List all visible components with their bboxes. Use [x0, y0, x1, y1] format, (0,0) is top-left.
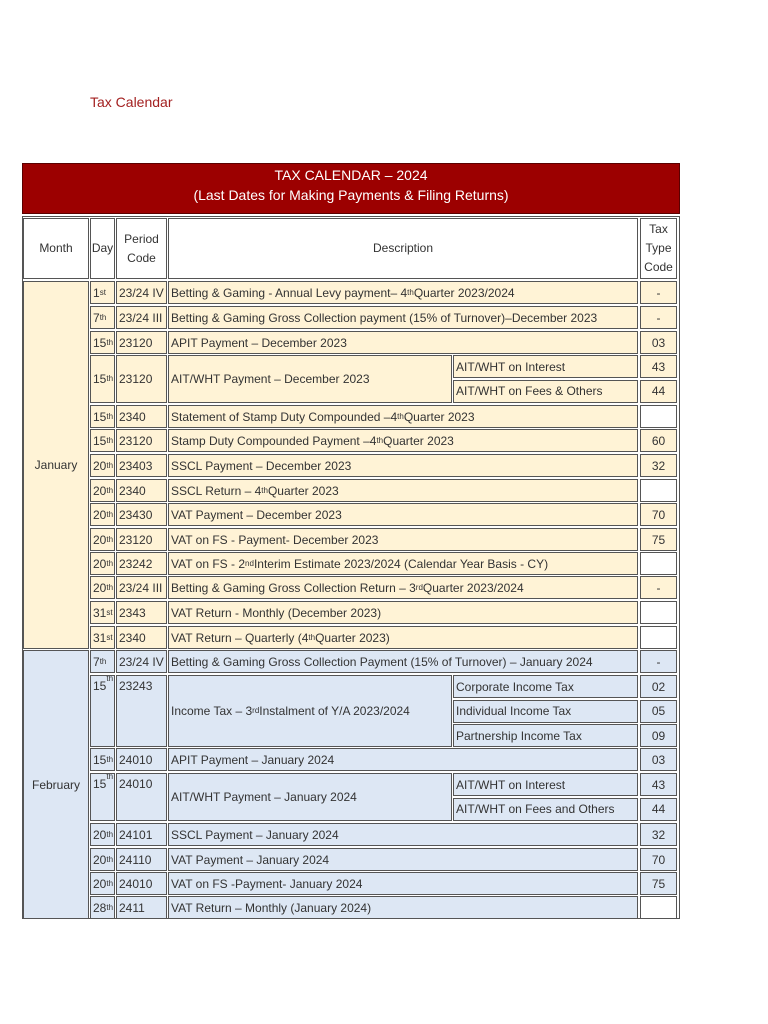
tax-type-code-cell — [640, 823, 677, 846]
cell-text: 20 — [93, 827, 107, 842]
cell-text: 09 — [651, 728, 666, 743]
cell-text: APIT Payment – December 2023 — [171, 335, 347, 350]
period-code-cell — [116, 479, 167, 502]
description-cell — [168, 306, 638, 329]
cell-text: February — [31, 777, 81, 792]
tax-type-code-cell — [640, 798, 677, 821]
cell-text: 28 — [93, 900, 107, 915]
sub-description-cell — [453, 700, 638, 723]
description-cell — [168, 601, 638, 624]
tax-type-code-cell — [640, 528, 677, 551]
period-code-cell — [116, 355, 167, 403]
sub-description-cell — [453, 724, 638, 747]
cell-text: 23/24 IV — [119, 654, 164, 669]
sub-description-cell — [453, 380, 638, 403]
description-cell — [168, 503, 638, 526]
cell-text: Betting & Gaming Gross Collection Payment (15% of Turnover) – January 2024 — [171, 654, 593, 669]
cell-text: 70 — [651, 852, 666, 867]
cell-text: Partnership Income Tax — [456, 728, 582, 743]
tax-type-code-header — [640, 218, 677, 279]
cell-text: 44 — [651, 802, 666, 816]
cell-text: - — [656, 310, 661, 325]
tax-type-code-cell — [640, 848, 677, 871]
period-code-cell — [116, 748, 167, 771]
cell-text: 23403 — [119, 458, 153, 473]
cell-text: 20 — [93, 556, 107, 571]
document-title: Tax Calendar — [90, 94, 173, 110]
cell-text: 23120 — [119, 335, 153, 350]
cell-text: AIT/WHT on Interest — [456, 359, 566, 374]
cell-text: 2340 — [119, 409, 146, 424]
period-code-cell — [116, 454, 167, 477]
tax-type-code-cell — [640, 503, 677, 526]
cell-text: VAT on FS - 2 — [171, 556, 246, 571]
cell-text: 24010 — [119, 876, 153, 891]
cell-text: 23/24 III — [119, 310, 163, 325]
tax-type-code-cell — [640, 479, 677, 502]
cell-text: 44 — [651, 384, 666, 398]
cell-text: 15 — [93, 409, 107, 424]
cell-text: 24010 — [119, 777, 153, 791]
cell-text: Quarter 2023/2024 — [413, 285, 515, 300]
tax-type-code-cell — [640, 576, 677, 599]
tax-type-code-cell — [640, 896, 677, 919]
cell-text: AIT/WHT on Fees & Others — [456, 384, 603, 398]
tax-type-code-cell — [640, 281, 677, 304]
cell-text: 31 — [93, 605, 107, 620]
period-code-cell — [116, 823, 167, 846]
cell-text: 60 — [651, 433, 666, 448]
cell-text: 23120 — [119, 433, 153, 448]
cell-text: SSCL Payment – December 2023 — [171, 458, 352, 473]
cell-text: 1 — [93, 285, 100, 300]
period-code-cell — [116, 848, 167, 871]
cell-text: 32 — [651, 458, 666, 473]
cell-text: 24101 — [119, 827, 153, 842]
banner-subtitle: (Last Dates for Making Payments & Filing Returns) — [193, 187, 509, 203]
sub-description-cell — [453, 675, 638, 698]
day-cell: 7 th — [90, 306, 115, 329]
cell-text: VAT Payment – January 2024 — [171, 852, 330, 867]
cell-text: 23/24 IV — [119, 285, 164, 300]
cell-text: Quarter 2023 — [267, 483, 339, 498]
cell-text: - — [656, 285, 661, 300]
cell-text: AIT/WHT on Interest — [456, 777, 566, 792]
description-cell — [168, 848, 638, 871]
tax-type-code-cell — [640, 429, 677, 452]
cell-text: 23430 — [119, 507, 153, 522]
day-cell: 28 th — [90, 896, 115, 919]
tax-type-code-cell — [640, 675, 677, 698]
day-cell: 7 th — [90, 650, 115, 673]
cell-text: Description — [372, 241, 434, 255]
description-cell: Income Tax – 3 rd Instalment of Y/A 2023/2024 — [168, 675, 452, 747]
description-cell: VAT Return – Quarterly (4 th Quarter 2023) — [168, 626, 638, 649]
tax-type-code-cell — [640, 626, 677, 649]
cell-text: Stamp Duty Compounded Payment –4 — [171, 433, 377, 448]
tax-type-code-cell — [640, 872, 677, 895]
cell-text: 24010 — [119, 752, 153, 767]
tax-type-code-cell — [640, 331, 677, 354]
tax-type-code-cell — [640, 700, 677, 723]
cell-text: 15 — [93, 777, 107, 791]
period-code-cell — [116, 576, 167, 599]
cell-text: 20 — [93, 876, 107, 891]
tax-type-code-cell — [640, 601, 677, 624]
day-cell: 15 th — [90, 773, 115, 821]
cell-text: 23120 — [119, 371, 153, 386]
description-header — [168, 218, 638, 279]
cell-text: Quarter 2023) — [315, 630, 390, 645]
period-code-cell — [116, 405, 167, 428]
cell-text: 15 — [93, 679, 107, 693]
cell-text: 2340 — [119, 483, 146, 498]
cell-text: Income Tax – 3 — [171, 704, 253, 718]
cell-text: 23/24 III — [119, 580, 163, 595]
cell-text: APIT Payment – January 2024 — [171, 752, 335, 767]
description-cell: SSCL Return – 4 th Quarter 2023 — [168, 479, 638, 502]
description-cell — [168, 773, 452, 821]
description-cell — [168, 823, 638, 846]
sub-description-cell — [453, 798, 638, 821]
description-cell — [168, 896, 638, 919]
day-cell: 20 th — [90, 823, 115, 846]
period-code-cell — [116, 503, 167, 526]
cell-text: 20 — [93, 483, 107, 498]
period-code-cell — [116, 650, 167, 673]
cell-text: 70 — [651, 507, 666, 522]
cell-text: 20 — [93, 532, 107, 547]
cell-text: Individual Income Tax — [456, 704, 572, 718]
cell-text: Period Code — [124, 231, 159, 265]
cell-text: Month — [39, 241, 73, 255]
cell-text: Corporate Income Tax — [456, 679, 574, 694]
description-cell: VAT on FS - 2 nd Interim Estimate 2023/2024 (Calendar Year Basis - CY) — [168, 552, 638, 575]
cell-text: VAT on FS - Payment- December 2023 — [171, 532, 379, 547]
cell-text: 02 — [651, 679, 666, 694]
cell-text: - — [656, 654, 661, 669]
day-cell: 15 th — [90, 429, 115, 452]
day-cell: 20 th — [90, 479, 115, 502]
period-code-cell — [116, 872, 167, 895]
cell-text: Tax Type Code — [644, 222, 673, 274]
period-code-cell — [116, 281, 167, 304]
day-cell: 20 th — [90, 528, 115, 551]
description-cell — [168, 872, 638, 895]
cell-text: Betting & Gaming Gross Collection payment (15% of Turnover)–December 2023 — [171, 310, 598, 325]
cell-text: Day — [91, 241, 114, 255]
cell-text: Quarter 2023/2024 — [422, 580, 524, 595]
description-cell: Betting & Gaming Gross Collection Return – 3 rd Quarter 2023/2024 — [168, 576, 638, 599]
tax-type-code-cell — [640, 306, 677, 329]
cell-text: 7 — [93, 654, 100, 669]
day-header — [90, 218, 115, 279]
cell-text: 20 — [93, 852, 107, 867]
description-cell — [168, 650, 638, 673]
cell-text: 23242 — [119, 556, 153, 571]
cell-text: Betting & Gaming Gross Collection Return – 3 — [171, 580, 416, 595]
period-code-cell — [116, 626, 167, 649]
period-code-cell — [116, 429, 167, 452]
day-cell: 20 th — [90, 848, 115, 871]
day-cell: 1 st — [90, 281, 115, 304]
cell-text: 43 — [651, 777, 666, 792]
cell-text: 15 — [93, 433, 107, 448]
cell-text: Interim Estimate 2023/2024 (Calendar Year Basis - CY) — [253, 556, 549, 571]
description-cell: Statement of Stamp Duty Compounded –4 th Quarter 2023 — [168, 405, 638, 428]
description-cell — [168, 331, 638, 354]
description-cell: Stamp Duty Compounded Payment –4 th Quarter 2023 — [168, 429, 638, 452]
period-code-cell — [116, 773, 167, 821]
description-cell — [168, 748, 638, 771]
cell-text: Quarter 2023 — [403, 409, 475, 424]
day-cell: 15 th — [90, 748, 115, 771]
cell-text: 20 — [93, 458, 107, 473]
period-code-cell — [116, 896, 167, 919]
day-cell: 20 th — [90, 872, 115, 895]
period-code-cell — [116, 675, 167, 747]
day-cell: 15 th — [90, 405, 115, 428]
month-header — [23, 218, 89, 279]
cell-text: 43 — [651, 359, 666, 374]
cell-text: 03 — [651, 752, 666, 767]
period-code-cell — [116, 528, 167, 551]
tax-type-code-cell — [640, 748, 677, 771]
cell-text: VAT on FS -Payment- January 2024 — [171, 876, 363, 891]
cell-text: 75 — [651, 532, 666, 547]
cell-text: 31 — [93, 630, 107, 645]
cell-text: VAT Return – Monthly (January 2024) — [171, 900, 372, 915]
cell-text: SSCL Payment – January 2024 — [171, 827, 339, 842]
sub-description-cell — [453, 355, 638, 378]
cell-text: 20 — [93, 580, 107, 595]
table-banner — [22, 163, 680, 214]
tax-type-code-cell — [640, 724, 677, 747]
cell-text: January — [34, 458, 78, 472]
banner-title: TAX CALENDAR – 2024 — [274, 167, 428, 183]
day-cell: 20 th — [90, 503, 115, 526]
period-code-cell — [116, 306, 167, 329]
cell-text: 2411 — [119, 900, 145, 915]
tax-type-code-cell — [640, 773, 677, 796]
description-cell — [168, 528, 638, 551]
cell-text: VAT Return - Monthly (December 2023) — [171, 605, 382, 620]
description-cell — [168, 454, 638, 477]
tax-type-code-cell — [640, 454, 677, 477]
day-cell: 15 th — [90, 675, 115, 747]
cell-text: 32 — [651, 827, 666, 842]
cell-text: Quarter 2023 — [383, 433, 454, 448]
cell-text: SSCL Return – 4 — [171, 483, 262, 498]
cell-text: 15 — [93, 335, 107, 350]
cell-text: VAT Payment – December 2023 — [171, 507, 342, 522]
cell-text: 75 — [651, 876, 666, 891]
cell-text: Statement of Stamp Duty Compounded –4 — [171, 409, 398, 424]
period-code-cell — [116, 601, 167, 624]
cell-text: AIT/WHT Payment – December 2023 — [171, 371, 370, 386]
cell-text: 23243 — [119, 679, 153, 693]
day-cell: 20 th — [90, 454, 115, 477]
period-code-cell — [116, 552, 167, 575]
cell-text: 20 — [93, 507, 107, 522]
description-cell: Betting & Gaming - Annual Levy payment– 4 th Quarter 2023/2024 — [168, 281, 638, 304]
day-cell: 20 th — [90, 576, 115, 599]
day-cell: 15 th — [90, 355, 115, 403]
cell-text: - — [656, 580, 661, 595]
cell-text: 05 — [651, 704, 666, 718]
period-code-header — [116, 218, 167, 279]
day-cell: 31 st — [90, 601, 115, 624]
cell-text: 03 — [651, 335, 666, 350]
cell-text: 15 — [93, 752, 107, 767]
cell-text: AIT/WHT on Fees and Others — [456, 802, 615, 816]
tax-type-code-cell — [640, 650, 677, 673]
day-cell: 31 st — [90, 626, 115, 649]
cell-text: AIT/WHT Payment – January 2024 — [171, 789, 357, 804]
tax-type-code-cell — [640, 355, 677, 378]
tax-type-code-cell — [640, 405, 677, 428]
cell-text: 2343 — [119, 605, 146, 620]
cell-text: 7 — [93, 310, 100, 325]
day-cell: 15 th — [90, 331, 115, 354]
tax-type-code-cell — [640, 552, 677, 575]
cell-text: VAT Return – Quarterly (4 — [171, 630, 309, 645]
cell-text: 15 — [93, 371, 107, 386]
period-code-cell — [116, 331, 167, 354]
cell-text: 23120 — [119, 532, 153, 547]
day-cell: 20 th — [90, 552, 115, 575]
tax-type-code-cell — [640, 380, 677, 403]
description-cell — [168, 355, 452, 403]
sub-description-cell — [453, 773, 638, 796]
tax-calendar-table — [22, 216, 680, 919]
cell-text: Instalment of Y/A 2023/2024 — [259, 704, 410, 718]
cell-text: 2340 — [119, 630, 146, 645]
month-january — [23, 281, 89, 649]
cell-text: Betting & Gaming - Annual Levy payment– 4 — [171, 285, 408, 300]
cell-text: 24110 — [119, 852, 152, 867]
month-february — [23, 650, 89, 919]
